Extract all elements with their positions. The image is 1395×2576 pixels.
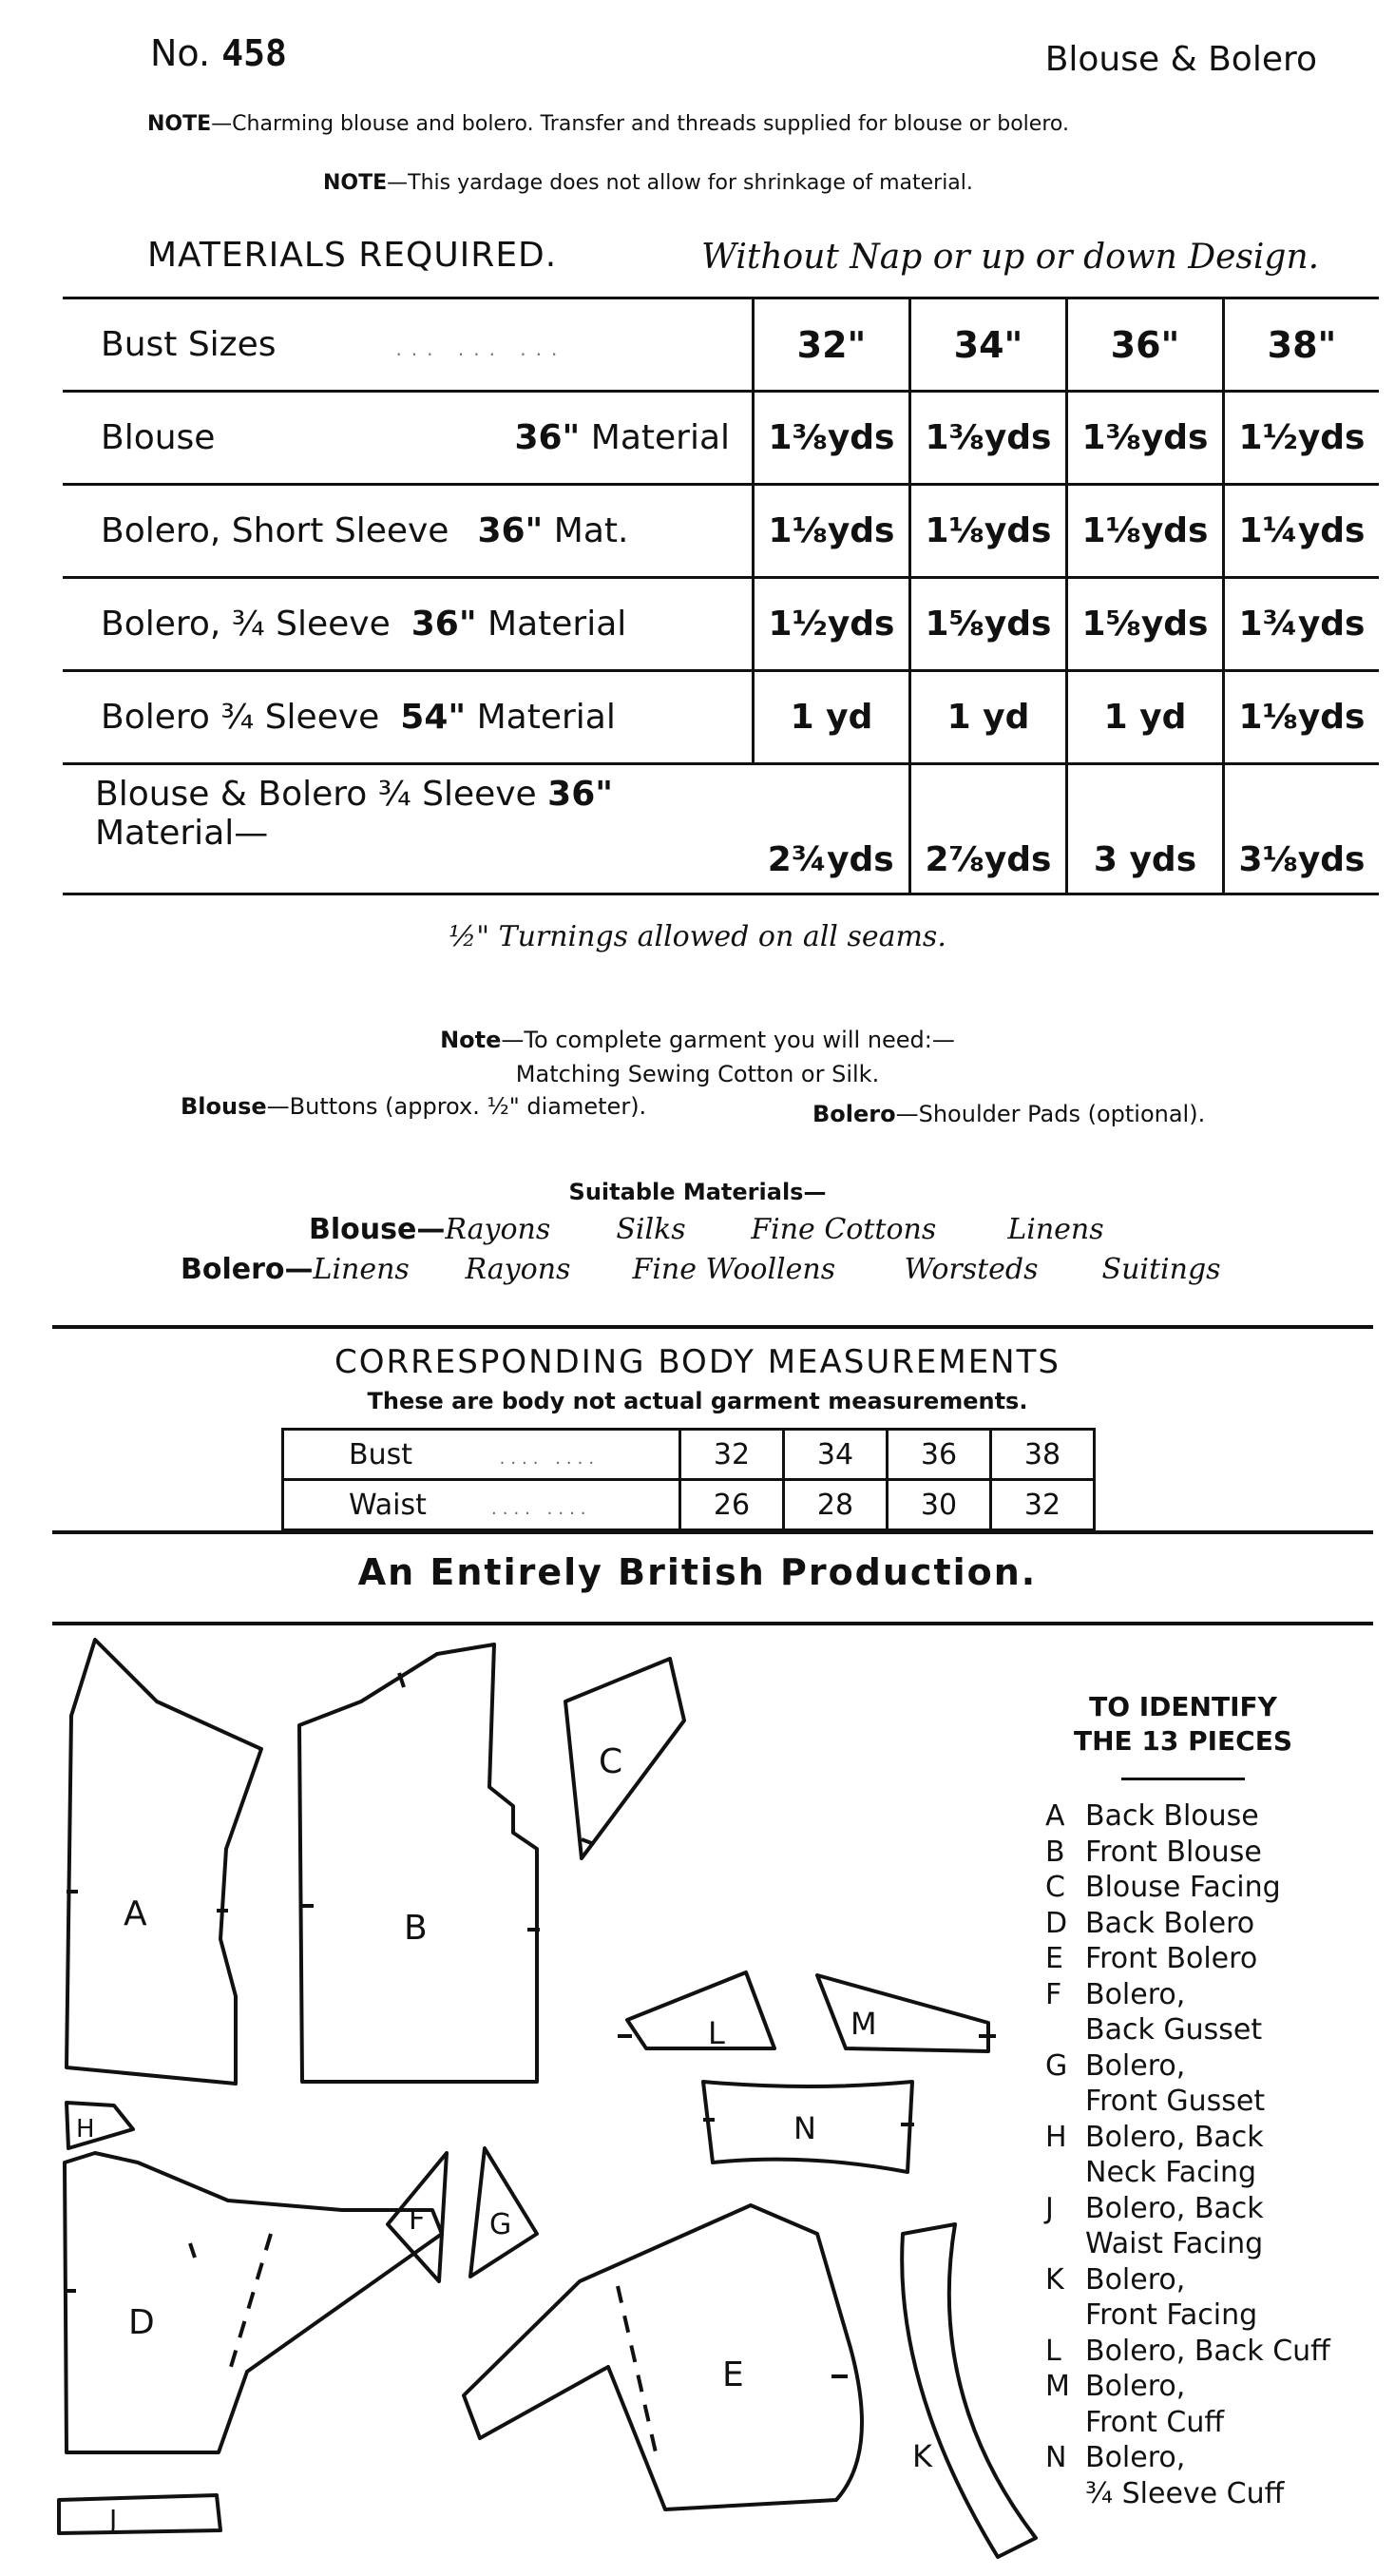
materials-subtitle: Without Nap or up or down Design. — [701, 238, 1320, 277]
pattern-number — [150, 32, 287, 74]
body-cell: 28 — [784, 1480, 888, 1530]
need-bolero — [812, 1101, 1205, 1127]
piece-f — [388, 2153, 447, 2281]
piece-l — [618, 1972, 774, 2051]
body-cell: 36 — [888, 1430, 991, 1480]
pieces-legend — [1045, 1798, 1387, 2511]
yardage-cell: 1½yds — [1224, 392, 1380, 485]
suitable-blouse — [309, 1213, 1104, 1246]
materials-title: MATERIALS REQUIRED. — [147, 236, 558, 275]
identify-title — [1031, 1690, 1335, 1759]
pattern-number-value: 458 — [221, 32, 287, 74]
legend-item: M Bolero, Front Cuff — [1045, 2370, 1225, 2439]
body-row — [283, 1480, 1095, 1530]
piece-label-n: N — [793, 2110, 816, 2146]
note-transfer — [147, 112, 1069, 136]
yardage-cell: 1½yds — [754, 578, 910, 671]
yardage-cell: 1⅛yds — [1224, 671, 1380, 764]
piece-j — [59, 2495, 220, 2535]
piece-label-d: D — [128, 2303, 155, 2342]
suitable-bolero-label: Bolero— — [181, 1253, 314, 1286]
suitable-item: Fine Woollens — [632, 1253, 836, 1286]
need-blouse-label: Blouse — [181, 1093, 267, 1120]
body-cell: 32 — [680, 1430, 784, 1480]
body-cell: 30 — [888, 1480, 991, 1530]
yardage-cell: 1⅜yds — [910, 392, 1067, 485]
piece-label-h: H — [76, 2115, 95, 2143]
materials-row — [63, 485, 1379, 578]
yardage-cell: 1⅛yds — [754, 485, 910, 578]
piece-label-m: M — [850, 2006, 877, 2042]
piece-g — [470, 2148, 537, 2277]
suitable-item: Linens — [1007, 1213, 1104, 1246]
legend-item: B Front Blouse — [1045, 1835, 1262, 1869]
materials-header-row — [63, 298, 1379, 392]
identify-title-line: THE 13 PIECES — [1073, 1725, 1293, 1757]
yardage-cell: 1⅛yds — [1067, 485, 1224, 578]
suitable-item: Suitings — [1101, 1253, 1221, 1286]
piece-label-j: J — [109, 2504, 118, 2535]
legend-item: D Back Bolero — [1045, 1906, 1255, 1940]
suitable-item: Silks — [616, 1213, 686, 1246]
yardage-cell: 1 yd — [910, 671, 1067, 764]
materials-row-label: Bolero ¾ Sleeve 54" Material — [63, 671, 754, 764]
piece-label-g: G — [489, 2208, 512, 2241]
turnings-note: ½" Turnings allowed on all seams. — [449, 920, 946, 953]
pattern-number-prefix: No. — [150, 32, 211, 74]
need-bolero-text: —Shoulder Pads (optional). — [895, 1101, 1206, 1127]
identify-title-line: TO IDENTIFY — [1089, 1691, 1277, 1722]
legend-item: K Bolero, Front Facing — [1045, 2262, 1258, 2332]
size-header: 34" — [910, 298, 1067, 392]
divider — [52, 1530, 1373, 1534]
size-header: 32" — [754, 298, 910, 392]
piece-e — [464, 2205, 862, 2509]
yardage-cell: 3 yds — [1067, 764, 1224, 894]
piece-c — [565, 1659, 684, 1858]
yardage-cell: 2¾yds — [754, 764, 910, 894]
suitable-materials-title: Suitable Materials— — [568, 1179, 827, 1205]
suitable-item: Linens — [313, 1253, 410, 1286]
yardage-cell: 3⅛yds — [1224, 764, 1380, 894]
note-label: NOTE — [147, 112, 212, 136]
pattern-title: Blouse & Bolero — [1044, 40, 1317, 79]
suitable-blouse-label: Blouse— — [309, 1213, 446, 1246]
materials-row-label: Bolero, Short Sleeve 36" Mat. — [63, 485, 754, 578]
need-blouse — [181, 1093, 646, 1120]
materials-row — [63, 578, 1379, 671]
yardage-cell: 1⅛yds — [910, 485, 1067, 578]
piece-label-e: E — [722, 2355, 744, 2394]
legend-item: C Blouse Facing — [1045, 1871, 1281, 1904]
yardage-cell: 1⅜yds — [754, 392, 910, 485]
yardage-cell: 1¾yds — [1224, 578, 1380, 671]
materials-row-label: Blouse & Bolero ¾ Sleeve 36" Material— — [63, 764, 754, 894]
legend-item: A Back Blouse — [1045, 1799, 1259, 1833]
identify-rule — [1121, 1778, 1245, 1780]
note-text: —This yardage does not allow for shrinkage of material. — [387, 171, 973, 195]
yardage-cell: 1 yd — [754, 671, 910, 764]
suitable-item: Worsteds — [904, 1253, 1039, 1286]
piece-n — [703, 2082, 914, 2172]
need-note-text: —To complete garment you will need:— — [501, 1027, 955, 1053]
yardage-cell: 1⅝yds — [1067, 578, 1224, 671]
piece-label-f: F — [409, 2203, 426, 2237]
yardage-cell: 1⅝yds — [910, 578, 1067, 671]
need-note — [0, 1027, 1395, 1053]
need-blouse-text: —Buttons (approx. ½" diameter). — [266, 1093, 647, 1120]
need-bolero-label: Bolero — [812, 1101, 896, 1127]
body-row — [283, 1430, 1095, 1480]
yardage-cell: 1 yd — [1067, 671, 1224, 764]
body-row-label: Waist .... .... — [283, 1480, 680, 1530]
production-statement: An Entirely British Production. — [357, 1551, 1038, 1593]
body-cell: 34 — [784, 1430, 888, 1480]
size-header: 36" — [1067, 298, 1224, 392]
legend-item: H Bolero, Back Neck Facing — [1045, 2120, 1264, 2189]
bust-sizes-label: Bust Sizes ... ... ... — [63, 298, 754, 392]
materials-row — [63, 392, 1379, 485]
piece-d — [65, 2153, 442, 2452]
yardage-cell: 1⅜yds — [1067, 392, 1224, 485]
piece-h — [67, 2103, 133, 2148]
materials-table — [63, 297, 1379, 895]
body-cell: 38 — [991, 1430, 1095, 1480]
need-cotton: Matching Sewing Cotton or Silk. — [515, 1061, 880, 1087]
piece-label-k: K — [912, 2438, 932, 2474]
legend-item: E Front Bolero — [1045, 1942, 1258, 1975]
legend-item: F Bolero, Back Gusset — [1045, 1977, 1263, 2047]
piece-k — [902, 2224, 1036, 2557]
body-measurements-table — [281, 1428, 1096, 1531]
divider — [52, 1325, 1373, 1329]
body-cell: 26 — [680, 1480, 784, 1530]
note-label: NOTE — [323, 171, 388, 195]
piece-label-a: A — [124, 1894, 147, 1933]
yardage-cell: 2⅞yds — [910, 764, 1067, 894]
note-text: —Charming blouse and bolero. Transfer and threads supplied for blouse or bolero. — [211, 112, 1069, 136]
need-note-label: Note — [440, 1027, 502, 1053]
piece-b — [299, 1644, 540, 2082]
piece-label-l: L — [708, 2015, 725, 2051]
suitable-bolero — [181, 1253, 1221, 1286]
piece-label-b: B — [404, 1909, 428, 1948]
legend-item: J Bolero, Back Waist Facing — [1045, 2191, 1264, 2260]
piece-a — [67, 1640, 261, 2084]
body-measurements-title: CORRESPONDING BODY MEASUREMENTS — [334, 1343, 1061, 1381]
materials-row-label: Blouse 36" Material — [63, 392, 754, 485]
materials-row-combined — [63, 764, 1379, 894]
legend-item: L Bolero, Back Cuff — [1045, 2334, 1330, 2368]
body-measurements-subtitle: These are body not actual garment measurements. — [367, 1388, 1028, 1414]
note-shrinkage — [323, 171, 973, 195]
legend-item: G Bolero, Front Gusset — [1045, 2048, 1266, 2118]
piece-m — [817, 1975, 996, 2051]
suitable-item: Rayons — [465, 1253, 571, 1286]
yardage-cell: 1¼yds — [1224, 485, 1380, 578]
size-header: 38" — [1224, 298, 1380, 392]
body-cell: 32 — [991, 1480, 1095, 1530]
suitable-item: Fine Cottons — [751, 1213, 937, 1246]
body-row-label: Bust .... .... — [283, 1430, 680, 1480]
legend-item: N Bolero, ¾ Sleeve Cuff — [1045, 2441, 1285, 2510]
piece-label-c: C — [599, 1742, 623, 1781]
materials-row — [63, 671, 1379, 764]
suitable-item: Rayons — [445, 1213, 551, 1246]
materials-row-label: Bolero, ¾ Sleeve 36" Material — [63, 578, 754, 671]
